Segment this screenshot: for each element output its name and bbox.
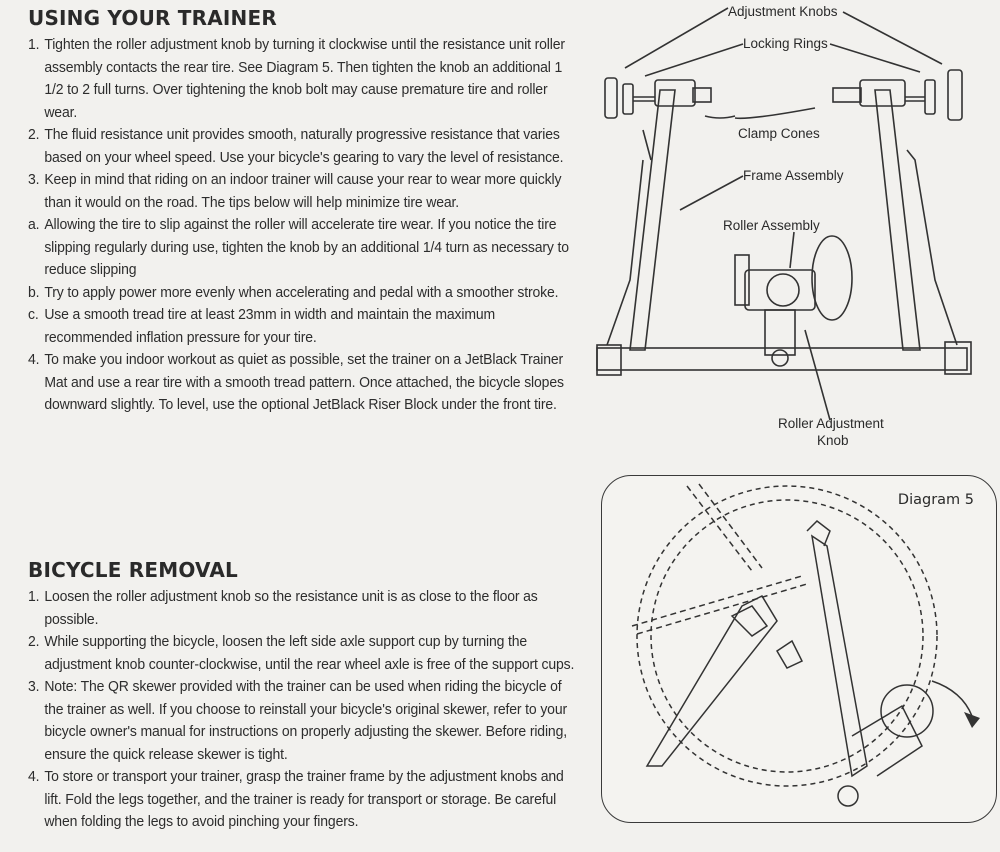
step-text: While supporting the bicycle, loosen the left side axle support cup by turning the adjustment knob counter-clockwise, until the rear wheel axle is free of the support cups. xyxy=(44,634,575,673)
axle-dashed-line xyxy=(632,576,807,634)
frame-base xyxy=(597,348,967,370)
step-text: Use a smooth tread tire at least 23mm in width and maintain the maximum recommended inflation pressure for your tire. xyxy=(44,307,496,346)
diagram-resistance-unit xyxy=(881,685,933,737)
diagram-5-figure xyxy=(601,475,997,823)
diagram-top-cup xyxy=(807,521,830,546)
section-bicycle-removal xyxy=(28,558,573,834)
step-marker: c. xyxy=(28,307,39,323)
step-item xyxy=(28,214,582,282)
left-locking-ring xyxy=(623,84,633,114)
step-text: To store or transport your trainer, grasp the trainer frame by the adjustment knobs and lift. Fold the legs together, and the trainer is ready for transport or storage. Be careful when folding the legs to avoid pinching your fingers. xyxy=(44,769,564,830)
step-text: The fluid resistance unit provides smooth, naturally progressive resistance that varies based on your wheel speed. Use your bicycle's gearing to vary the level of resistance. xyxy=(44,127,564,166)
step-item xyxy=(28,124,582,169)
step-item xyxy=(28,631,582,676)
left-axle xyxy=(633,97,655,101)
label-frame-assembly: Frame Assembly xyxy=(743,168,844,183)
roller-knob-cap xyxy=(767,274,799,306)
diagram-5-drawing xyxy=(602,476,996,822)
step-text: Note: The QR skewer provided with the trainer can be used when riding the bicycle of the trainer as well. If you choose to reinstall your bicycle's original skewer, refer to your bicycle owner's manual for instructions on properly adjusting the skewer. Before riding, ensure the quick release skewer is tight. xyxy=(44,679,568,763)
leader-line xyxy=(843,12,942,64)
step-item xyxy=(28,304,582,349)
leader-line xyxy=(625,8,728,68)
frame-dashed-line xyxy=(687,484,762,571)
step-marker: 2. xyxy=(28,634,40,650)
step-text: Tighten the roller adjustment knob by turning it clockwise until the resistance unit roller assembly contacts the rear tire. See Diagram 5. Then tighten the knob an additional 1 1/2 to 2 full turns. Over tightening the knob bolt may cause premature tire and roller wear. xyxy=(44,37,565,121)
leader-line xyxy=(645,44,743,76)
step-text: Keep in mind that riding on an indoor trainer will cause your rear to wear more quickly than it would on the road. The tips below will help minimize tire wear. xyxy=(44,172,562,211)
step-text: Try to apply power more evenly when accelerating and pedal with a smoother stroke. xyxy=(44,284,559,301)
step-item xyxy=(28,282,582,305)
leader-line xyxy=(790,232,794,268)
step-marker: 4. xyxy=(28,352,40,368)
rotation-arrow xyxy=(932,681,972,716)
step-text: Loosen the roller adjustment knob so the resistance unit is as close to the floor as possible. xyxy=(44,589,538,628)
diagram-foot xyxy=(838,786,858,806)
step-item xyxy=(28,169,582,214)
section-title-using: USING YOUR TRAINER xyxy=(28,6,277,30)
removal-steps-list xyxy=(28,586,573,834)
step-item xyxy=(28,349,582,417)
wheel-inner-dashed xyxy=(651,500,923,772)
step-marker: 1. xyxy=(28,37,40,53)
label-roller-adjustment-line2: Knob xyxy=(817,433,849,448)
diagram-left-knob xyxy=(732,606,767,636)
right-locking-ring xyxy=(925,80,935,114)
leader-line xyxy=(705,116,735,118)
diagram-frame-post xyxy=(812,536,867,776)
left-knob xyxy=(605,78,617,118)
step-marker: a. xyxy=(28,217,40,233)
label-clamp-cones: Clamp Cones xyxy=(738,126,820,141)
right-axle xyxy=(905,97,925,101)
trainer-front-figure xyxy=(585,0,1000,470)
section-title-removal: BICYCLE REMOVAL xyxy=(28,558,238,582)
leader-line xyxy=(830,44,920,72)
step-marker: 3. xyxy=(28,172,40,188)
right-knob xyxy=(948,70,962,120)
diagram-joint xyxy=(777,641,802,668)
step-marker: 2. xyxy=(28,127,40,143)
step-item xyxy=(28,766,582,834)
step-item xyxy=(28,676,582,766)
using-steps-list xyxy=(28,34,573,417)
diagram-frame-leg xyxy=(647,596,777,766)
frame-right-leg xyxy=(907,150,957,345)
frame-left-leg xyxy=(607,130,651,345)
diagram-title: Diagram 5 xyxy=(897,492,974,508)
step-marker: 1. xyxy=(28,589,40,605)
label-adjustment-knobs: Adjustment Knobs xyxy=(728,4,838,19)
section-using-trainer xyxy=(28,6,573,417)
step-marker: 4. xyxy=(28,769,40,785)
frame-right-post xyxy=(875,90,920,350)
leader-line xyxy=(680,176,743,210)
trainer-front-drawing xyxy=(585,0,1000,470)
leader-line xyxy=(735,108,815,118)
step-text: Allowing the tire to slip against the roller will accelerate tire wear. If you notice the tire slipping regularly during use, tighten the knob by an additional 1/4 turn as necessary to reduce slipping xyxy=(44,217,569,278)
label-roller-assembly: Roller Assembly xyxy=(723,218,820,233)
step-marker: 3. xyxy=(28,679,40,695)
label-locking-rings: Locking Rings xyxy=(743,36,828,51)
leader-line xyxy=(805,330,830,420)
right-clamp-cone xyxy=(833,88,861,102)
step-item xyxy=(28,34,582,124)
roller-body xyxy=(745,270,815,310)
roller-bracket xyxy=(735,255,749,305)
step-marker: b. xyxy=(28,284,40,301)
resistance-unit xyxy=(812,236,852,320)
right-housing xyxy=(860,80,905,106)
step-text: To make you indoor workout as quiet as possible, set the trainer on a JetBlack Trainer Mat and use a rear tire with a smooth tread pattern. Once attached, the bicycle slopes downward slightly. To level, use the optional JetBlack Riser Block under the front tire. xyxy=(44,352,564,413)
step-item xyxy=(28,586,582,631)
label-roller-adjustment-line1: Roller Adjustment xyxy=(778,416,884,431)
roller-adjustment-knob xyxy=(772,350,788,366)
